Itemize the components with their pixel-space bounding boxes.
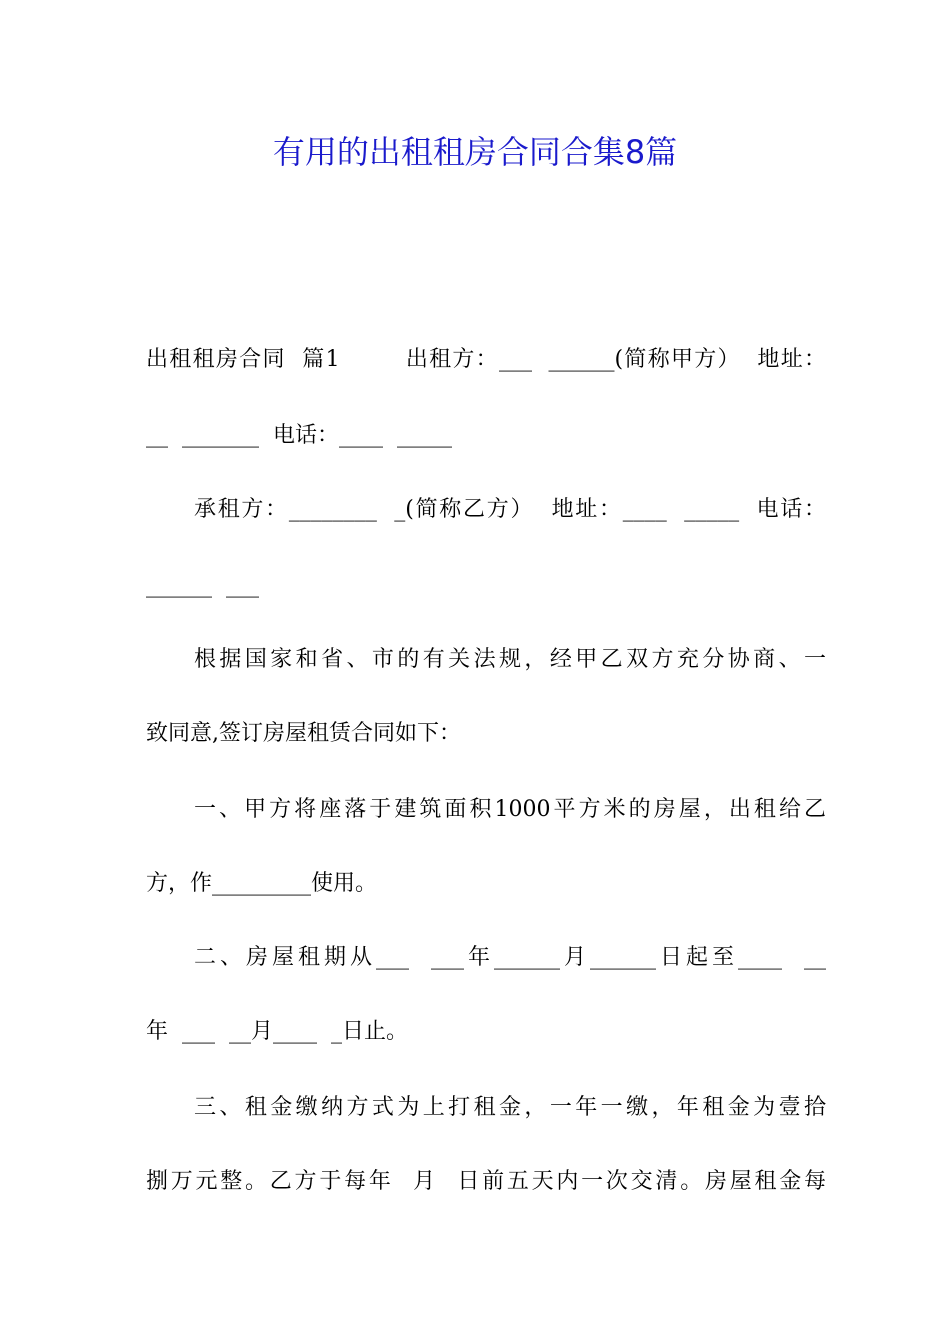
document-title: 有用的出租租房合同合集8篇 [272,133,678,171]
text-line-6: 致同意,签订房屋租赁合同如下： [146,721,461,746]
text-line-5: 根据国家和省、市的有关法规，经甲乙双方充分协商、一 [194,647,826,672]
text-line-3: 承租方：________ _(简称乙方） 地址：____ _____ 电话： [194,497,826,522]
text-line-9: 二、房屋租期从___ ___年______月______日起至____ __ [194,945,826,970]
text-line-1: 出租租房合同 篇1 出租方：___ ______(简称甲方） 地址： [146,347,826,372]
text-line-2: __ _______ 电话：____ _____ [146,423,452,448]
text-line-12: 捌万元整。乙方于每年 月 日前五天内一次交清。房屋租金每 [146,1169,826,1194]
text-line-7: 一、甲方将座落于建筑面积1000平方米的房屋，出租给乙 [194,797,826,822]
text-line-11: 三、租金缴纳方式为上打租金，一年一缴，年租金为壹拾 [194,1095,826,1120]
text-line-4: ______ ___ [146,573,259,598]
text-line-10: 年 ___ __月____ _日止。 [146,1019,408,1044]
text-line-8: 方，作_________使用。 [146,871,378,896]
